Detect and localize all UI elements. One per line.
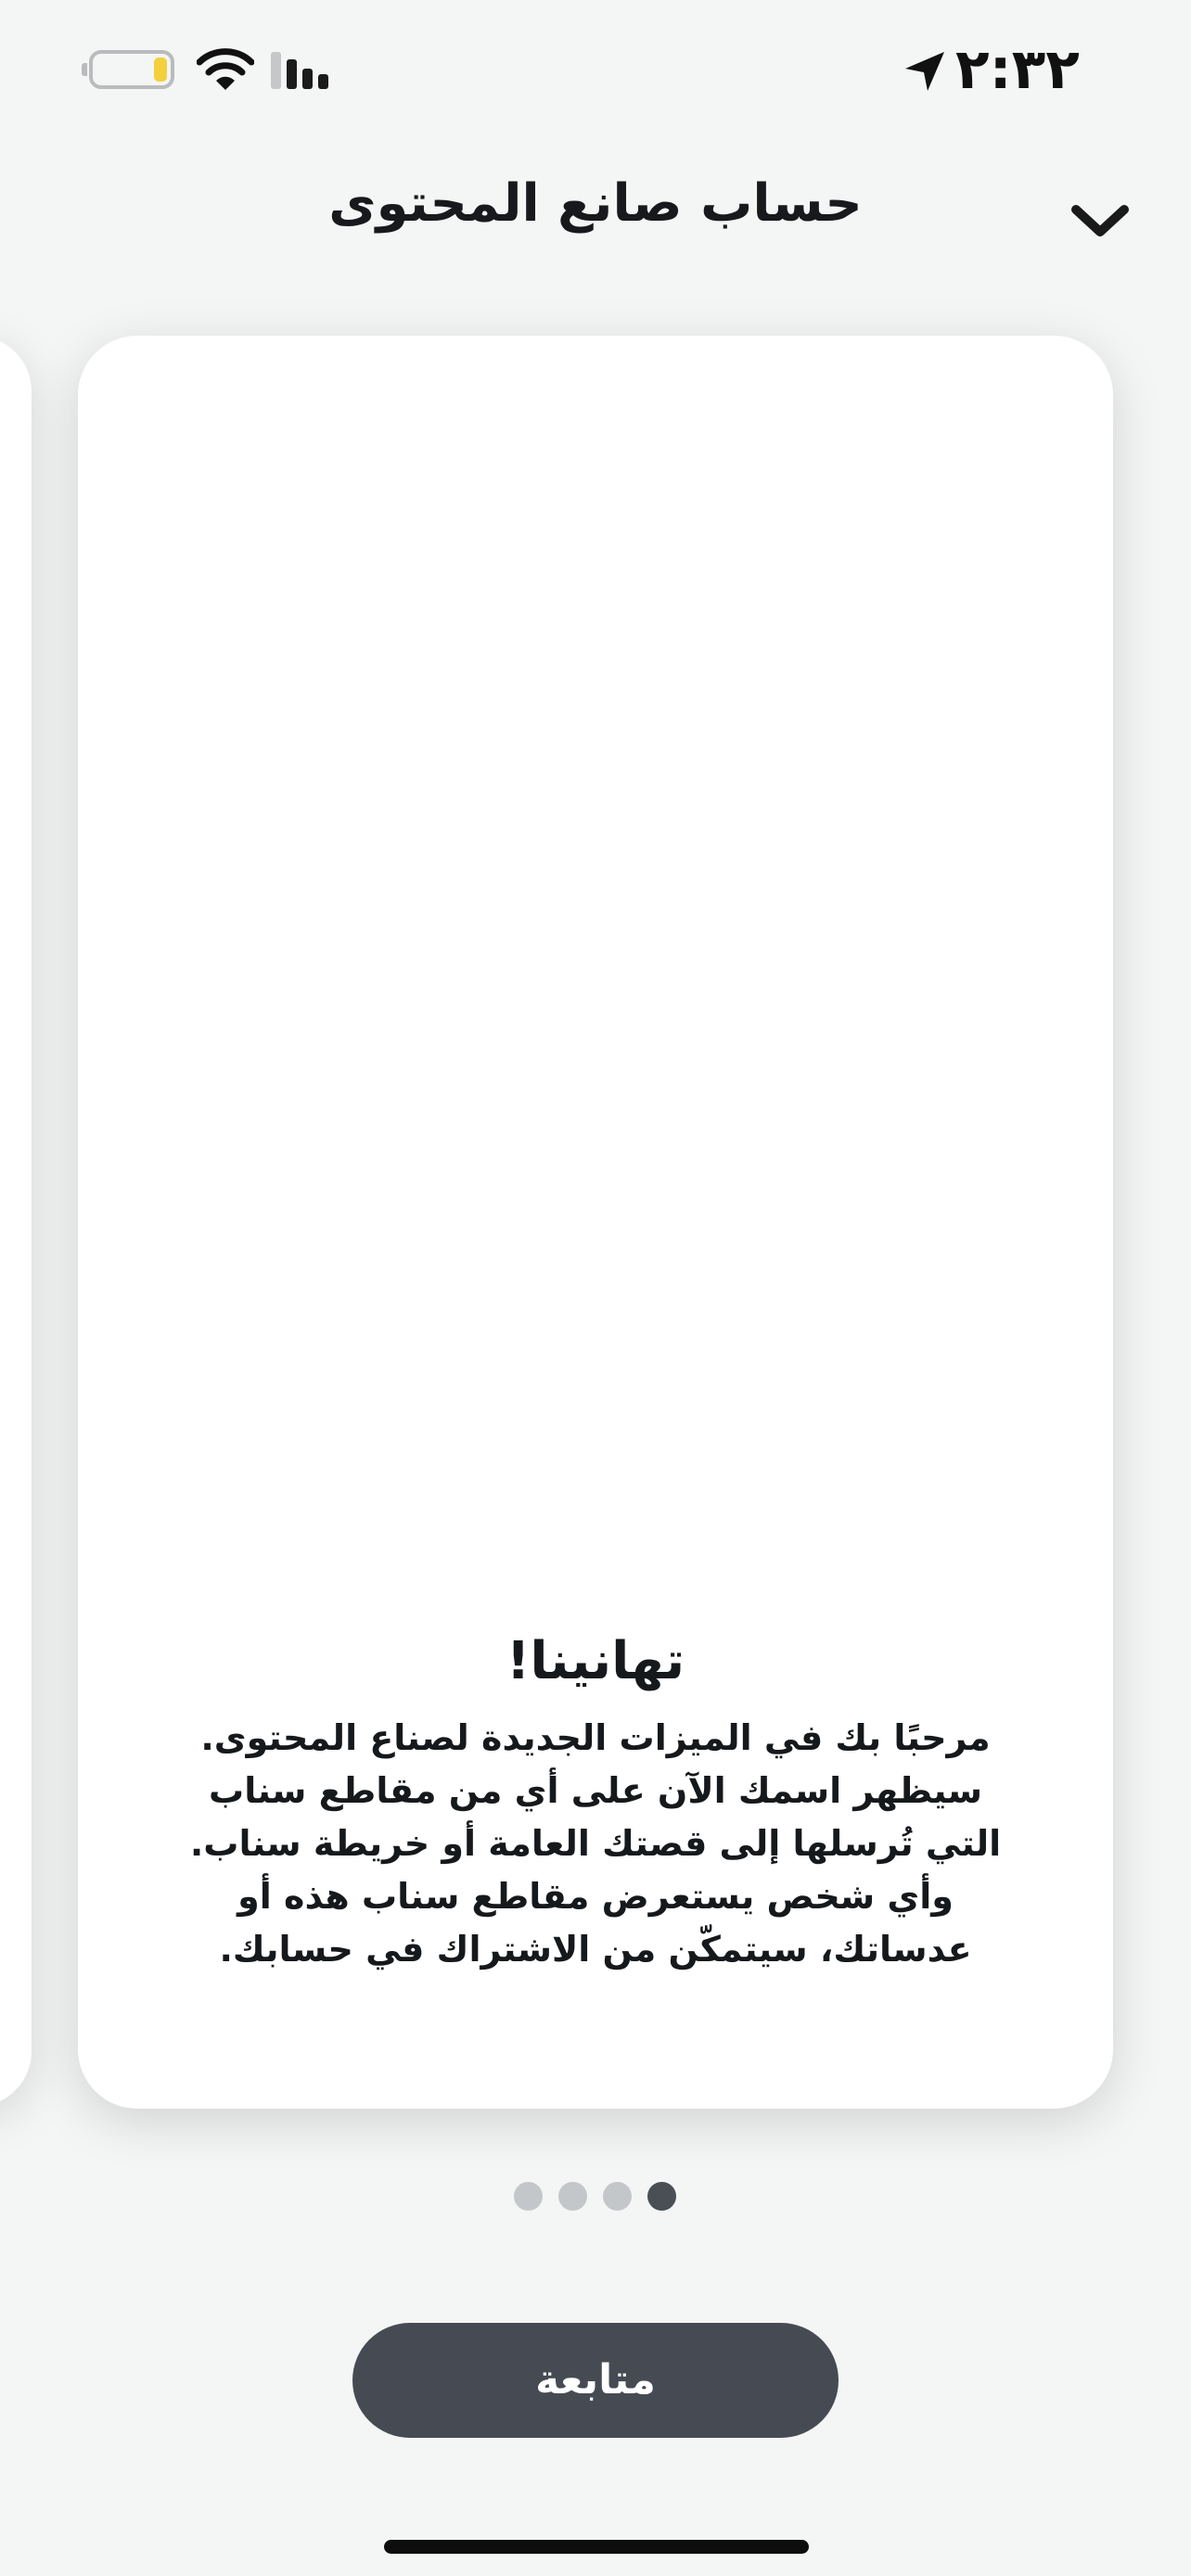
continue-button[interactable]: متابعة (352, 2323, 839, 2438)
cellular-signal-icon (271, 52, 336, 89)
status-bar (0, 0, 1191, 139)
battery-level (154, 57, 167, 82)
page-dot-3[interactable] (603, 2182, 632, 2211)
page-dot-2[interactable] (558, 2182, 587, 2211)
card-description: مرحبًا بك في الميزات الجديدة لصناع المحتوى. سيظهر اسمك الآن على أي من مقاطع سناب التي تُرسلها إلى قصتك العامة أو خريطة سناب. وأي شخص يستعرض مقاطع سناب هذه أو عدساتك، سيتمكّن من الاشتراك في حسابك. (189, 1717, 1002, 1970)
page-title: حساب صانع المحتوى (328, 173, 863, 234)
page-dot-1[interactable] (514, 2182, 543, 2211)
previous-card-peek[interactable] (0, 336, 32, 2107)
status-time: ٢:٣٢ (955, 37, 1080, 102)
location-arrow-icon (903, 50, 946, 93)
wifi-icon (197, 46, 254, 93)
home-indicator[interactable] (384, 2540, 809, 2554)
pagination-dots (512, 2182, 679, 2212)
page-dot-4-active[interactable] (647, 2182, 676, 2211)
carousel-card (78, 336, 1113, 2109)
battery-cap (82, 63, 87, 76)
battery-icon (89, 50, 174, 89)
chevron-down-icon[interactable] (1067, 195, 1133, 250)
card-heading: تهانينا! (506, 1631, 685, 1691)
